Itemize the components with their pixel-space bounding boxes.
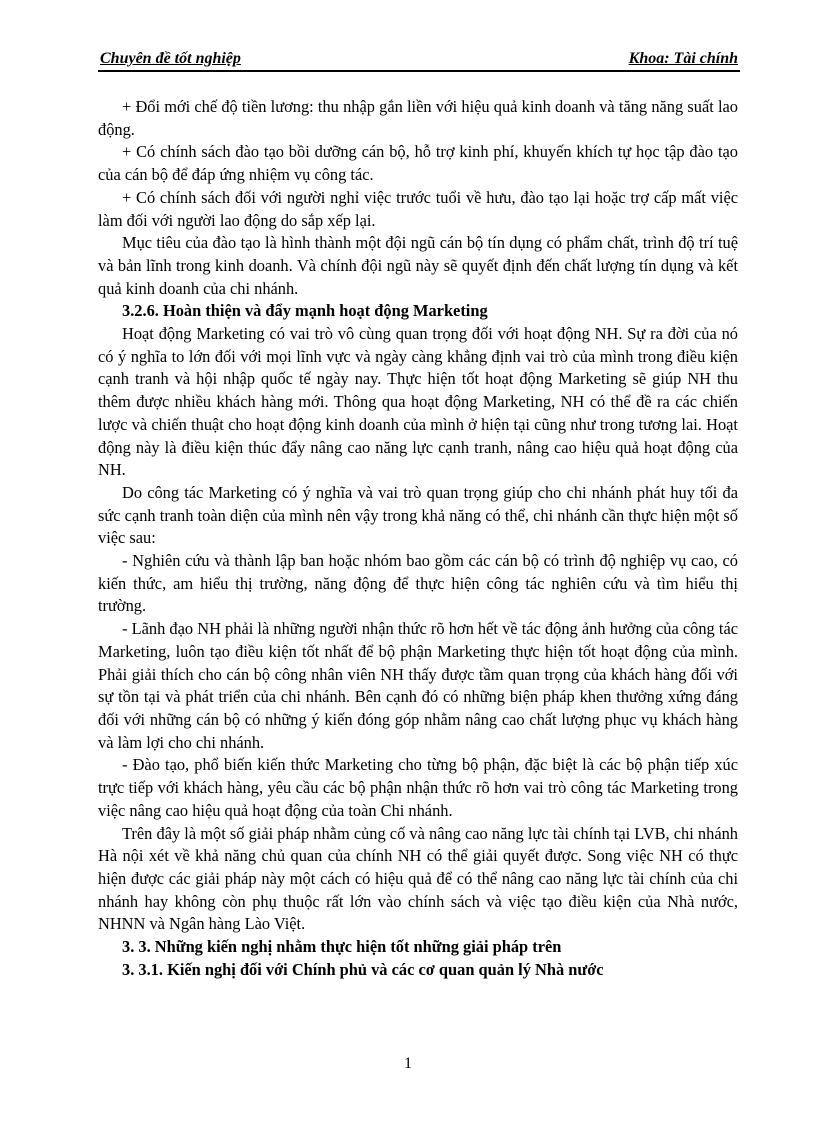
paragraph: Mục tiêu của đào tạo là hình thành một đội ngũ cán bộ tín dụng có phẩm chất, trình độ trí tuệ và bản lĩnh trong kinh doanh. Và chính đội ngũ này sẽ quyết định đến chất lượng tín dụng và kết quả kinh doanh của chi nhánh.	[98, 233, 738, 298]
document-body	[98, 96, 738, 981]
paragraph: Trên đây là một số giải pháp nhằm củng cố và nâng cao năng lực tài chính tại LVB, chi nhánh Hà nội xét về khả năng chủ quan của chính NH có thể giải quyết được. Song việc NH có thực hiện được các giải pháp này một cách có hiệu quả để có thể nâng cao năng lực tài chính của chi nhánh hay không còn phụ thuộc rất lớn vào chính sách và việc tạo điều kiện của Nhà nước, NHNN và Ngân hàng Lào Việt.	[98, 823, 738, 934]
section-heading: 3. 3. Những kiến nghị nhằm thực hiện tốt những giải pháp trên	[122, 937, 562, 957]
bullet-item: - Lãnh đạo NH phải là những người nhận thức rõ hơn hết về tác động ảnh hưởng của công tác Marketing, luôn tạo điều kiện tốt nhất để bộ phận Marketing thực hiện tốt hoạt động của mình. Phải giải thích cho cán bộ công nhân viên NH thấy được tầm quan trọng của khách hàng đối với sự tồn tại và phát triển của chi nhánh. Bên cạnh đó có những biện pháp khen thưởng xứng đáng đối với những cán bộ có những ý kiến đóng góp nhằm nâng cao chất lượng phục vụ khách hàng và làm lợi cho chi nhánh.	[98, 619, 738, 752]
paragraph: + Đổi mới chế độ tiền lương: thu nhập gắn liền với hiệu quả kinh doanh và tăng năng suất lao động.	[98, 97, 738, 139]
paragraph: + Có chính sách đào tạo bồi dưỡng cán bộ, hỗ trợ kinh phí, khuyến khích tự học tập đào tạo của cán bộ để đáp ứng nhiệm vụ công tác.	[98, 142, 738, 185]
header-department: Khoa: Tài chính	[628, 50, 738, 67]
page-number: 1	[404, 1055, 412, 1072]
header-title: Chuyên đề tốt nghiệp	[100, 50, 241, 67]
paragraph: Do công tác Marketing có ý nghĩa và vai trò quan trọng giúp cho chi nhánh phát huy tối đa sức cạnh tranh toàn diện của mình nên vậy trong khả năng có thể, chi nhánh cần thực hiện một số việc sau:	[98, 482, 738, 548]
paragraph: Hoạt động Marketing có vai trò vô cùng quan trọng đối với hoạt động NH. Sự ra đời của nó có ý nghĩa to lớn đối với mọi lĩnh vực và ngày càng khẳng định vai trò của mình trong điều kiện cạnh tranh và hội nhập quốc tế ngày nay. Thực hiện tốt hoạt động Marketing sẽ giúp NH thu thêm được nhiều khách hàng mới. Thông qua hoạt động Marketing, NH có thể đề ra các chiến lược và chiến thuật cho hoạt động kinh doanh của mình ở hiện tại cũng như trong tương lai. Hoạt động này là điều kiện thúc đẩy nâng cao năng lực cạnh tranh, nâng cao hiệu quả hoạt động của NH.	[98, 324, 738, 480]
bullet-item: - Nghiên cứu và thành lập ban hoặc nhóm bao gồm các cán bộ có trình độ nghiệp vụ cao, có kiến thức, am hiểu thị trường, năng động để thực hiện công tác nghiên cứu và tìm hiểu thị trường.	[98, 551, 738, 616]
bullet-item: - Đào tạo, phổ biến kiến thức Marketing cho từng bộ phận, đặc biệt là các bộ phận tiếp xúc trực tiếp với khách hàng, yêu cầu các bộ phận nhận thức rõ hơn vai trò công tác Marketing trong việc nâng cao hiệu quả hoạt động của toàn Chi nhánh.	[98, 755, 738, 820]
section-heading: 3.2.6. Hoàn thiện và đẩy mạnh hoạt động Marketing	[122, 301, 488, 321]
paragraph: + Có chính sách đối với người nghỉ việc trước tuổi về hưu, đào tạo lại hoặc trợ cấp mất việc làm đối với người lao động do sắp xếp lại.	[98, 187, 738, 230]
page-header	[98, 50, 740, 72]
section-heading: 3. 3.1. Kiến nghị đối với Chính phủ và các cơ quan quản lý Nhà nước	[122, 959, 604, 979]
